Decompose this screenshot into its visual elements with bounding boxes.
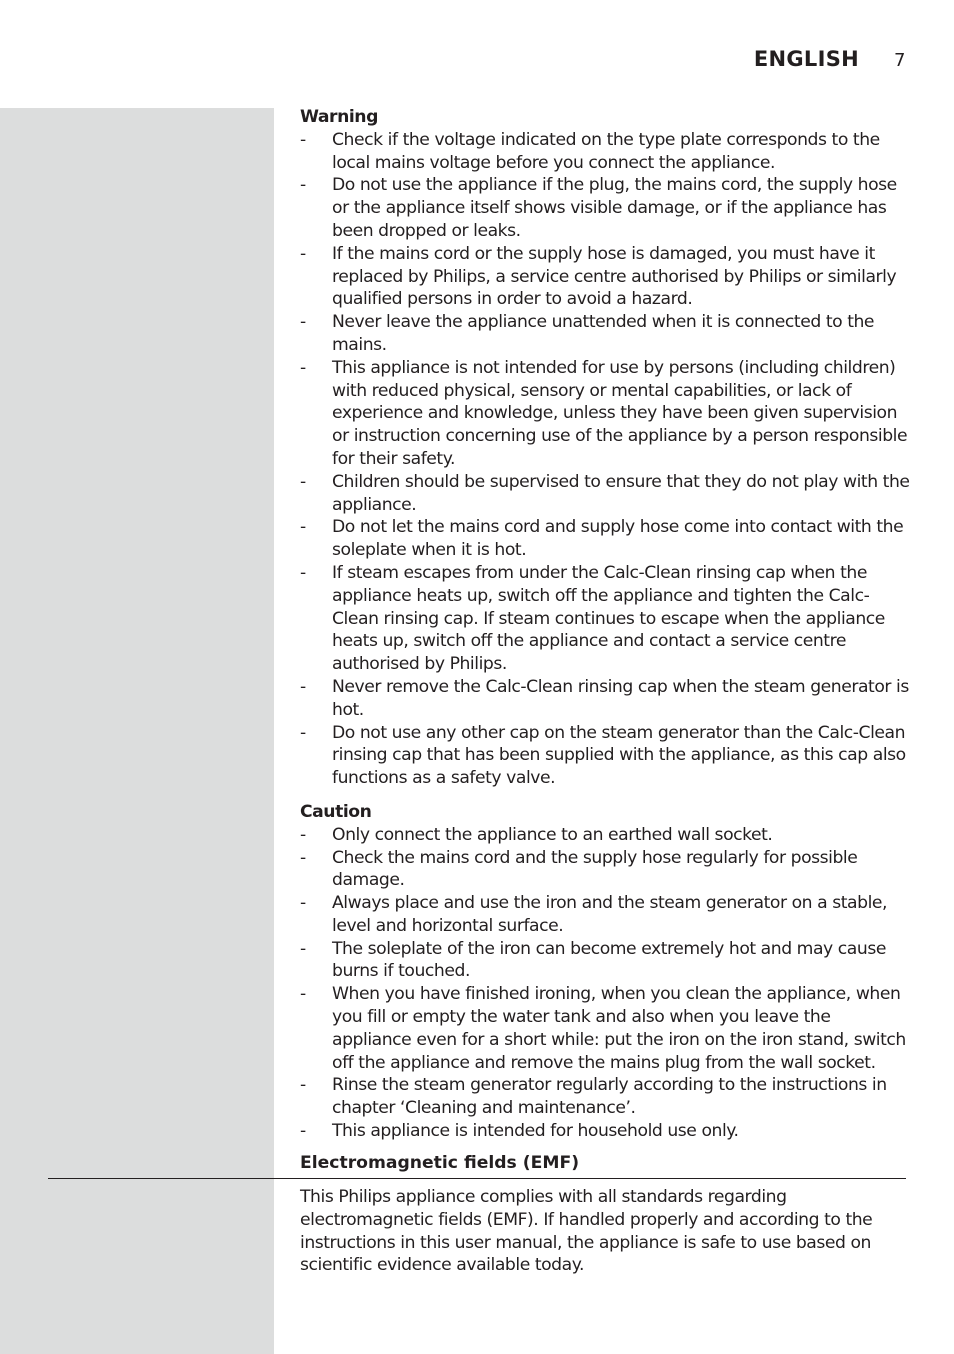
list-item: - Children should be supervised to ensure that they do not play with the appliance.: [300, 471, 910, 515]
list-item: - If the mains cord or the supply hose is damaged, you must have it replaced by Philips, a service centre authorised by Philips or similarly qualified persons in order to avoid a hazard.: [300, 243, 897, 310]
main-content: [300, 106, 910, 1143]
page-number: 7: [894, 50, 906, 71]
caution-heading: Caution: [300, 801, 372, 822]
list-item: - The soleplate of the iron can become extremely hot and may cause burns if touched.: [300, 938, 886, 982]
list-item: - Never leave the appliance unattended when it is connected to the mains.: [300, 312, 875, 355]
list-item: - Check if the voltage indicated on the type plate corresponds to the local mains voltage before you connect the appliance.: [300, 129, 880, 173]
list-item: - Do not let the mains cord and supply hose come into contact with the soleplate when it is hot.: [300, 517, 904, 561]
list-item: - If steam escapes from under the Calc-Clean rinsing cap when the appliance heats up, switch off the appliance and tighten the Calc-Clean rinsing cap. If steam continues to escape when the appliance heats up, switch off the appliance and contact a service centre authorised by Philips.: [300, 562, 885, 675]
emf-heading: Electromagnetic fields (EMF): [300, 1153, 580, 1173]
sidebar-panel: [0, 108, 274, 1354]
warning-heading: Warning: [300, 107, 378, 127]
list-item: - Never remove the Calc-Clean rinsing cap when the steam generator is hot.: [300, 676, 909, 720]
section-divider: [48, 1178, 906, 1179]
list-item: - Only connect the appliance to an earthed wall socket.: [300, 824, 773, 845]
list-item: - This appliance is not intended for use by persons (including children) with reduced physical, sensory or mental capabilities, or lack of experience and knowledge, unless they have been given supervision or instruction concerning use of the appliance by a person responsible for their safety.: [300, 357, 908, 469]
list-item: - Check the mains cord and the supply hose regularly for possible damage.: [300, 847, 858, 891]
list-item: - This appliance is intended for household use only.: [300, 1121, 739, 1142]
list-item: - When you have finished ironing, when you clean the appliance, when you fill or empty the water tank and also when you leave the appliance even for a short while: put the iron on the iron stand, switch off the appliance and remove the mains plug from the wall socket.: [300, 984, 906, 1073]
warning-list: [300, 129, 910, 790]
caution-list: [300, 824, 910, 1143]
emf-paragraph: This Philips appliance complies with all standards regarding electromagnetic fields (EMF). If handled properly and according to the instructions in this user manual, the appliance is safe to use based on scientific evidence available today.: [300, 1187, 873, 1276]
list-item: - Always place and use the iron and the steam generator on a stable, level and horizontal surface.: [300, 893, 888, 936]
list-item: - Do not use the appliance if the plug, the mains cord, the supply hose or the appliance itself shows visible damage, or if the appliance has been dropped or leaks.: [300, 175, 897, 241]
list-item: - Rinse the steam generator regularly according to the instructions in chapter ‘Cleaning and maintenance’.: [300, 1075, 887, 1119]
list-item: - Do not use any other cap on the steam generator than the Calc-Clean rinsing cap that has been supplied with the appliance, as this cap also functions as a safety valve.: [300, 722, 906, 789]
language-label: ENGLISH: [753, 47, 859, 71]
